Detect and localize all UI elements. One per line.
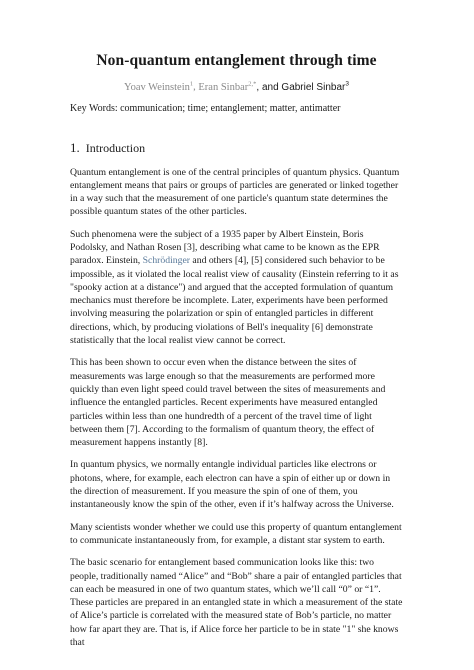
- author-2-affiliation: 2,*: [248, 80, 257, 87]
- paragraph-1: Quantum entanglement is one of the central principles of quantum physics. Quantum entanglement means that pairs or groups of particles are generated or linked together in a way such that the measurement of one particle's quantum state determines the possible quantum states of the other particles.: [70, 166, 400, 218]
- section-title: Introduction: [85, 140, 146, 155]
- author-3: , and Gabriel Sinbar$^3$: [256, 80, 349, 93]
- schrodinger-link[interactable]: Schrödinger: [142, 255, 190, 267]
- section-heading: [70, 140, 403, 156]
- author-1-affiliation: 1: [189, 80, 194, 87]
- paragraph-5: Many scientists wonder whether we could use this property of quantum entanglement to communicate instantaneously from, for example, a distant star system to earth.: [70, 521, 402, 546]
- author-3-affiliation: 3: [345, 80, 349, 88]
- section-number: 1.: [70, 139, 80, 155]
- paragraph-2: Such phenomena were the subject of a 1935 paper by Albert Einstein, Boris Podolsky, and Nathan Rosen [3], describing what came to be known as the EPR paradox. Einstein, Schrödinger and others [4], [5] considered such behavior to be impossible, as it violated the local realist view of causality (Einstein referring to it as "spooky action at a distance") and argued that the accepted formulation of quantum mechanics must therefore be incomplete. Later, experiments have been performed involving measuring the polarization or spin of entangled particles in different directions, which, by producing violations of Bell's inequality [6] demonstrate statistically that the local realist view cannot be correct.: [70, 228, 399, 347]
- paragraph-4: In quantum physics, we normally entangle individual particles like electrons or photons, where, for example, each electron can have a spin of either up or down in the direction of measurement. If you measure the spin of one of them, you instantaneously know the spin of the other, even if it’s halfway across the Universe.: [70, 459, 394, 511]
- author-2: Eran Sinbar$^{2,*}$: [198, 80, 257, 93]
- paper-title: Non-quantum entanglement through time: [96, 52, 377, 69]
- keywords: Key Words: communication; time; entanglement; matter, antimatter: [70, 102, 341, 114]
- paragraph-3: This has been shown to occur even when the distance between the sites of measurements was large enough so that the measurements are performed more quickly than even light speed could travel between the sites of measurements and influence the entangled particles. Recent experiments have measured entangled particles within less than one hundredth of a percent of the travel time of light between them [7]. According to the formalism of quantum theory, the effect of measurement happens instantly [8].: [70, 357, 386, 449]
- author-1: Yoav Weinstein$^1$: [124, 80, 194, 93]
- author-line: Yoav Weinstein$^1$, Eran Sinbar$^{2,*}$, and Gabriel Sinbar$^3$: [124, 80, 349, 93]
- paragraph-6: The basic scenario for entanglement based communication looks like this: two people, traditionally named “Alice” and “Bob” share a pair of entangled particles that can each be measured in one of two quantum states, which we’ll call “0” or “1”. These particles are prepared in an entangled state in which a measurement of the state of Alice’s particle is correlated with the measured state of Bob’s particle, no matter how far apart they are. That is, if Alice force her particle to be in state "1" she knows that: [70, 557, 403, 648]
